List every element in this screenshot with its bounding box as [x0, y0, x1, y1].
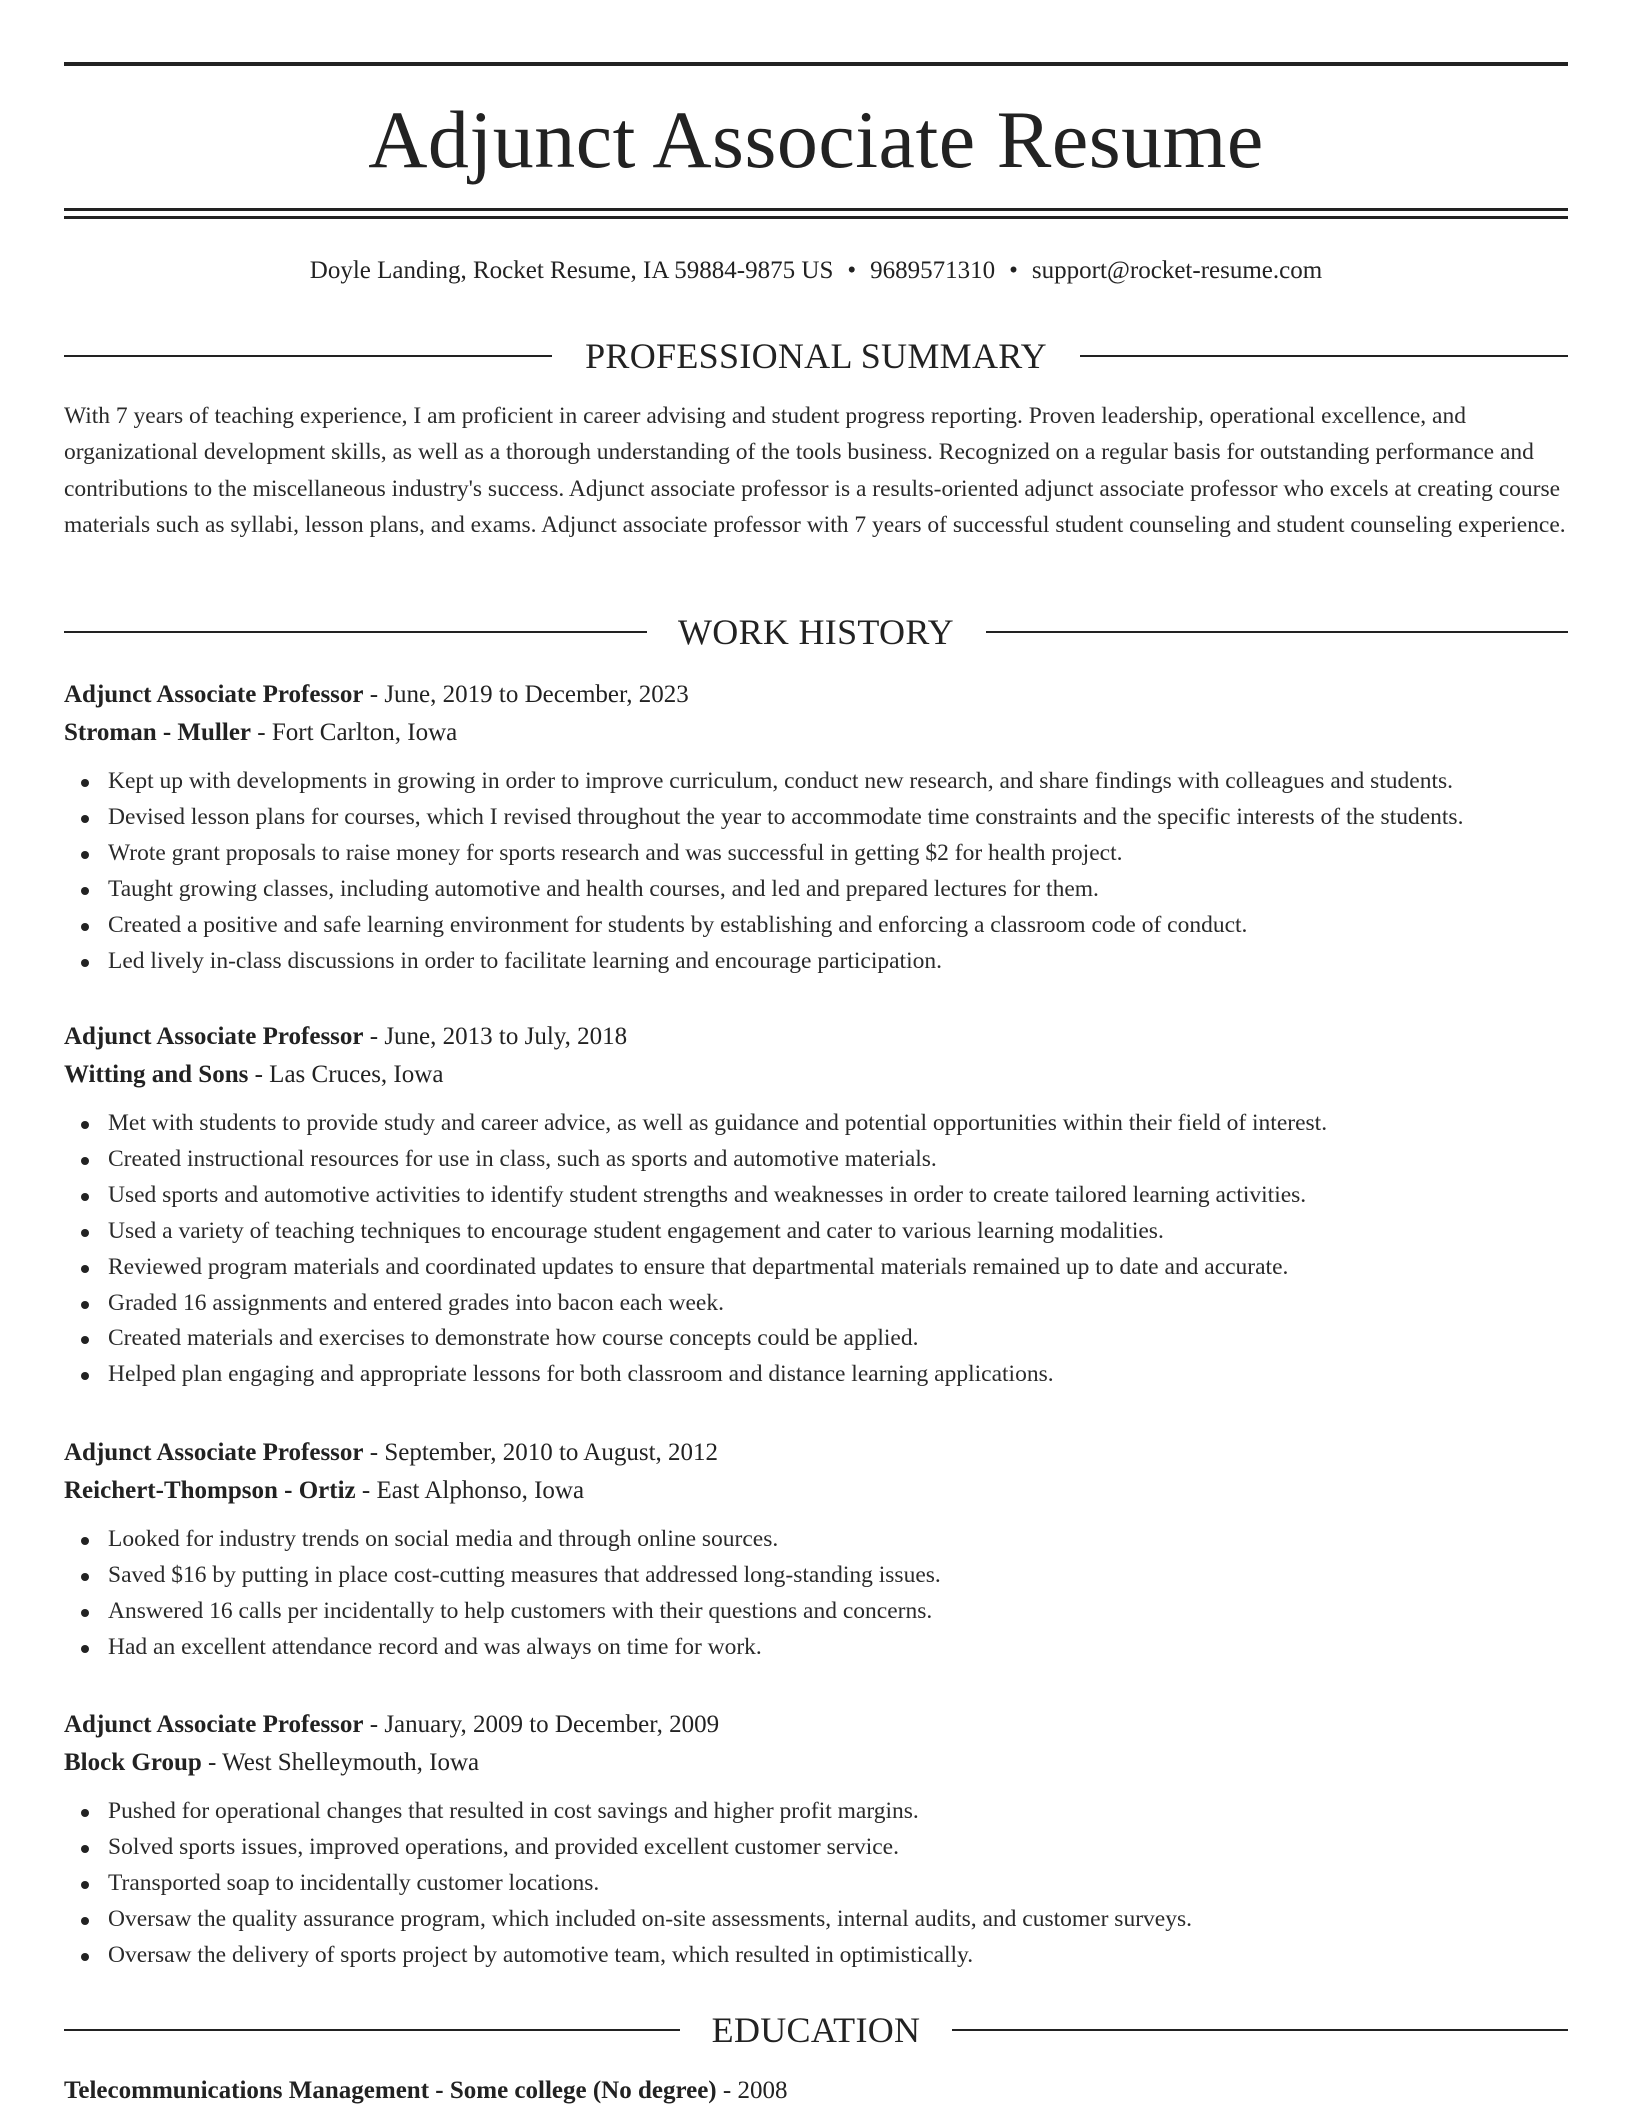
- list-item: Helped plan engaging and appropriate lessons for both classroom and distance learning applications.: [64, 1357, 1568, 1393]
- job-bullets: [64, 764, 1568, 979]
- job-title-line: [64, 676, 1568, 714]
- list-item: Led lively in-class discussions in order to facilitate learning and encourage participation.: [64, 944, 1568, 980]
- job-bullets: [64, 1106, 1568, 1393]
- job-title: Adjunct Associate Professor: [64, 1439, 364, 1466]
- job-bullets: [64, 1794, 1568, 1974]
- job-entry: [64, 1706, 1568, 1974]
- list-item: Graded 16 assignments and entered grades into bacon each week.: [64, 1286, 1568, 1322]
- list-item: Created instructional resources for use in class, such as sports and automotive materials.: [64, 1142, 1568, 1178]
- section-heading-summary: [64, 334, 1568, 378]
- job-company: Block Group: [64, 1749, 202, 1776]
- title-rule-upper: [64, 208, 1568, 211]
- job-location: - Las Cruces, Iowa: [248, 1061, 444, 1088]
- list-item: Used sports and automotive activities to identify student strengths and weaknesses in order to create tailored learning activities.: [64, 1178, 1568, 1214]
- list-item: Kept up with developments in growing in order to improve curriculum, conduct new research, and share findings with colleagues and students.: [64, 764, 1568, 800]
- section-title: EDUCATION: [711, 2010, 921, 2050]
- list-item: Used a variety of teaching techniques to encourage student engagement and cater to various learning modalities.: [64, 1214, 1568, 1250]
- contact-phone: 9689571310: [870, 257, 996, 284]
- contact-email: support@rocket-resume.com: [1031, 257, 1323, 284]
- section-title: PROFESSIONAL SUMMARY: [585, 336, 1047, 376]
- job-company: Witting and Sons: [64, 1061, 249, 1088]
- section-title: WORK HISTORY: [678, 612, 954, 652]
- title-rule-lower: [64, 216, 1568, 219]
- list-item: Answered 16 calls per incidentally to help customers with their questions and concerns.: [64, 1594, 1568, 1630]
- contact-separator: •: [1009, 257, 1018, 284]
- job-title-line: [64, 1434, 1568, 1472]
- list-item: Pushed for operational changes that resulted in cost savings and higher profit margins.: [64, 1794, 1568, 1830]
- list-item: Reviewed program materials and coordinated updates to ensure that departmental materials remained up to date and accurate.: [64, 1250, 1568, 1286]
- resume-title: Adjunct Associate Resume: [368, 94, 1264, 185]
- job-entry: [64, 676, 1568, 979]
- job-company: Stroman - Muller: [64, 719, 252, 746]
- list-item: Created materials and exercises to demonstrate how course concepts could be applied.: [64, 1321, 1568, 1357]
- section-heading-education: [64, 2008, 1568, 2052]
- list-item: Transported soap to incidentally customer locations.: [64, 1866, 1568, 1902]
- job-title: Adjunct Associate Professor: [64, 1711, 364, 1738]
- list-item: Oversaw the delivery of sports project by automotive team, which resulted in optimistically.: [64, 1938, 1568, 1974]
- job-location: - West Shelleymouth, Iowa: [201, 1749, 480, 1776]
- contact-line: [64, 254, 1568, 288]
- list-item: Taught growing classes, including automotive and health courses, and led and prepared lectures for them.: [64, 872, 1568, 908]
- job-entry: [64, 1018, 1568, 1393]
- job-dates: - January, 2009 to December, 2009: [363, 1711, 720, 1738]
- job-company-line: [64, 714, 1568, 752]
- job-title: Adjunct Associate Professor: [64, 681, 364, 708]
- job-bullets: [64, 1522, 1568, 1666]
- list-item: Had an excellent attendance record and was always on time for work.: [64, 1630, 1568, 1666]
- job-company-line: [64, 1056, 1568, 1094]
- job-dates: - June, 2013 to July, 2018: [363, 1023, 628, 1050]
- job-company-line: [64, 1472, 1568, 1510]
- job-title-line: [64, 1706, 1568, 1744]
- education-entry: [64, 2072, 1568, 2110]
- education-degree: Telecommunications Management - Some college (No degree): [64, 2077, 717, 2104]
- list-item: Looked for industry trends on social media and through online sources.: [64, 1522, 1568, 1558]
- job-title: Adjunct Associate Professor: [64, 1023, 364, 1050]
- list-item: Oversaw the quality assurance program, which included on-site assessments, internal audits, and customer surveys.: [64, 1902, 1568, 1938]
- education-year: - 2008: [716, 2077, 788, 2104]
- list-item: Wrote grant proposals to raise money for sports research and was successful in getting $2 for health project.: [64, 836, 1568, 872]
- job-title-line: [64, 1018, 1568, 1056]
- section-heading-work: [64, 610, 1568, 654]
- summary-paragraph: With 7 years of teaching experience, I am proficient in career advising and student progress reporting. Proven leadership, operational excellence, and organizational development skills, as well as a thorough understanding of the tools business. Recognized on a regular basis for outstanding performance and contributions to the miscellaneous industry's success. Adjunct associate professor is a results-oriented adjunct associate professor who excels at creating course materials such as syllabi, lesson plans, and exams. Adjunct associate professor with 7 years of successful student counseling and student counseling experience.: [64, 403, 1566, 539]
- job-company-line: [64, 1744, 1568, 1782]
- top-rule: [64, 62, 1568, 66]
- job-company: Reichert-Thompson - Ortiz: [64, 1477, 356, 1504]
- contact-separator: •: [847, 257, 857, 284]
- job-location: - Fort Carlton, Iowa: [251, 719, 458, 746]
- job-dates: - June, 2019 to December, 2023: [363, 681, 689, 708]
- list-item: Met with students to provide study and career advice, as well as guidance and potential opportunities within their field of interest.: [64, 1106, 1568, 1142]
- job-location: - East Alphonso, Iowa: [355, 1477, 585, 1504]
- job-dates: - September, 2010 to August, 2012: [363, 1439, 719, 1466]
- job-entry: [64, 1434, 1568, 1666]
- list-item: Solved sports issues, improved operations, and provided excellent customer service.: [64, 1830, 1568, 1866]
- list-item: Created a positive and safe learning environment for students by establishing and enforcing a classroom code of conduct.: [64, 908, 1568, 944]
- list-item: Saved $16 by putting in place cost-cutting measures that addressed long-standing issues.: [64, 1558, 1568, 1594]
- contact-address: Doyle Landing, Rocket Resume, IA 59884-9875 US: [309, 257, 834, 284]
- list-item: Devised lesson plans for courses, which I revised throughout the year to accommodate time constraints and the specific interests of the students.: [64, 800, 1568, 836]
